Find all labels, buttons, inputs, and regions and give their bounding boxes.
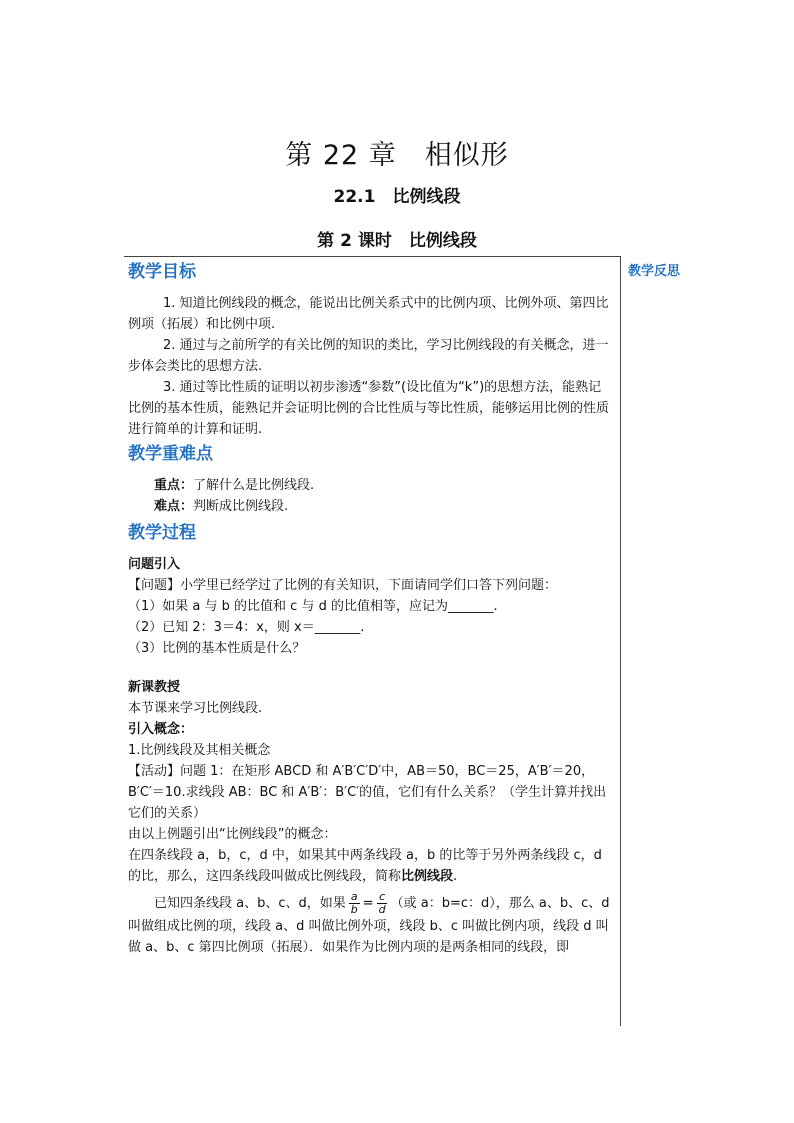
table-top-border — [124, 256, 620, 257]
proportion-definition — [128, 891, 614, 916]
definition-body: 在四条线段 a，b，c，d 中，如果其中两条线段 a，b 的比等于另外两条线段 c，d 的比，那么，这四条线段叫做成比例线段，简称 — [128, 848, 602, 884]
definition-continued: 叫做组成比例的项，线段 a、d 叫做比例外项，线段 b、c 叫做比例内项，线段 d 叫做 a、b、c 第四比例项（拓展）．如果作为比例内项的是两条相同的线段，即 — [128, 919, 609, 955]
concept-title: 1.比例线段及其相关概念 — [128, 743, 271, 758]
difficulty-label: 难点： — [154, 499, 194, 514]
section-title: 22.1 比例线段 — [333, 187, 461, 207]
column-divider — [620, 256, 621, 1026]
new-lesson-intro: 本节课来学习比例线段. — [128, 701, 263, 716]
intro-line: （3）比例的基本性质是什么？ — [128, 641, 306, 656]
definition-term: 比例线段 — [401, 869, 454, 884]
objective-item: 2. 通过与之前所学的有关比例的知识的类比，学习比例线段的有关概念，进一步体会类比的思想方法. — [128, 338, 609, 374]
lesson-title: 第 2 课时 比例线段 — [317, 231, 477, 251]
definition-pre: 已知四条线段 a、b、c、d，如果 — [154, 896, 346, 911]
focus-label: 重点： — [154, 478, 194, 493]
difficulty-line — [128, 496, 614, 517]
difficulty-text: 判断成比例线段. — [193, 499, 289, 514]
equals-sign: = — [362, 896, 374, 911]
keypoints-heading: 教学重难点 — [128, 444, 213, 464]
intro-line: （2）已知 2：3＝4：x，则 x＝_______. — [128, 620, 365, 635]
activity-text: 由以上例题引出“比例线段”的概念： — [128, 827, 337, 842]
definition-text — [128, 845, 614, 887]
intro-line: （1）如果 a 与 b 的比值和 c 与 d 的比值相等，应记为_______. — [128, 599, 498, 614]
objective-item: 3. 通过等比性质的证明以初步渗透“参数”(设比值为“k”)的思想方法，能熟记比例的基本性质，能熟记并会证明比例的合比性质与等比性质，能够运用比例的性质进行简单的计算和证明. — [128, 380, 610, 437]
definition-period: . — [453, 869, 458, 884]
objectives-heading: 教学目标 — [128, 262, 196, 282]
definition-post: （或 a：b=c：d），那么 a、b、c、d — [390, 896, 610, 911]
concept-heading: 引入概念： — [128, 722, 194, 737]
new-lesson-heading: 新课教授 — [128, 680, 181, 695]
process-heading: 教学过程 — [128, 523, 196, 543]
fraction-a-over-b: $\frac{a}{b}$ — [350, 890, 358, 916]
focus-text: 了解什么是比例线段. — [193, 478, 315, 493]
fraction-c-over-d: $\frac{c}{d}$ — [378, 890, 386, 916]
reflection-column-label: 教学反思 — [628, 264, 681, 279]
objective-item: 1. 知道比例线段的概念，能说出比例关系式中的比例内项、比例外项、第四比例项（拓展）和比例中项. — [128, 296, 609, 332]
chapter-title: 第 22 章 相似形 — [285, 140, 509, 171]
focus-line — [128, 475, 614, 496]
intro-heading: 问题引入 — [128, 557, 181, 572]
main-content — [128, 262, 614, 958]
activity-text: 【活动】问题 1：在矩形 ABCD 和 A′B′C′D′中，AB＝50，BC＝25，A′B′＝20，B′C′＝10.求线段 AB：BC 和 A′B′：B′C′的值，它们有什么关系？（学生计算并找出它们的关系） — [128, 764, 607, 821]
intro-line: 【问题】小学里已经学过了比例的有关知识，下面请同学们口答下列问题： — [128, 578, 558, 593]
